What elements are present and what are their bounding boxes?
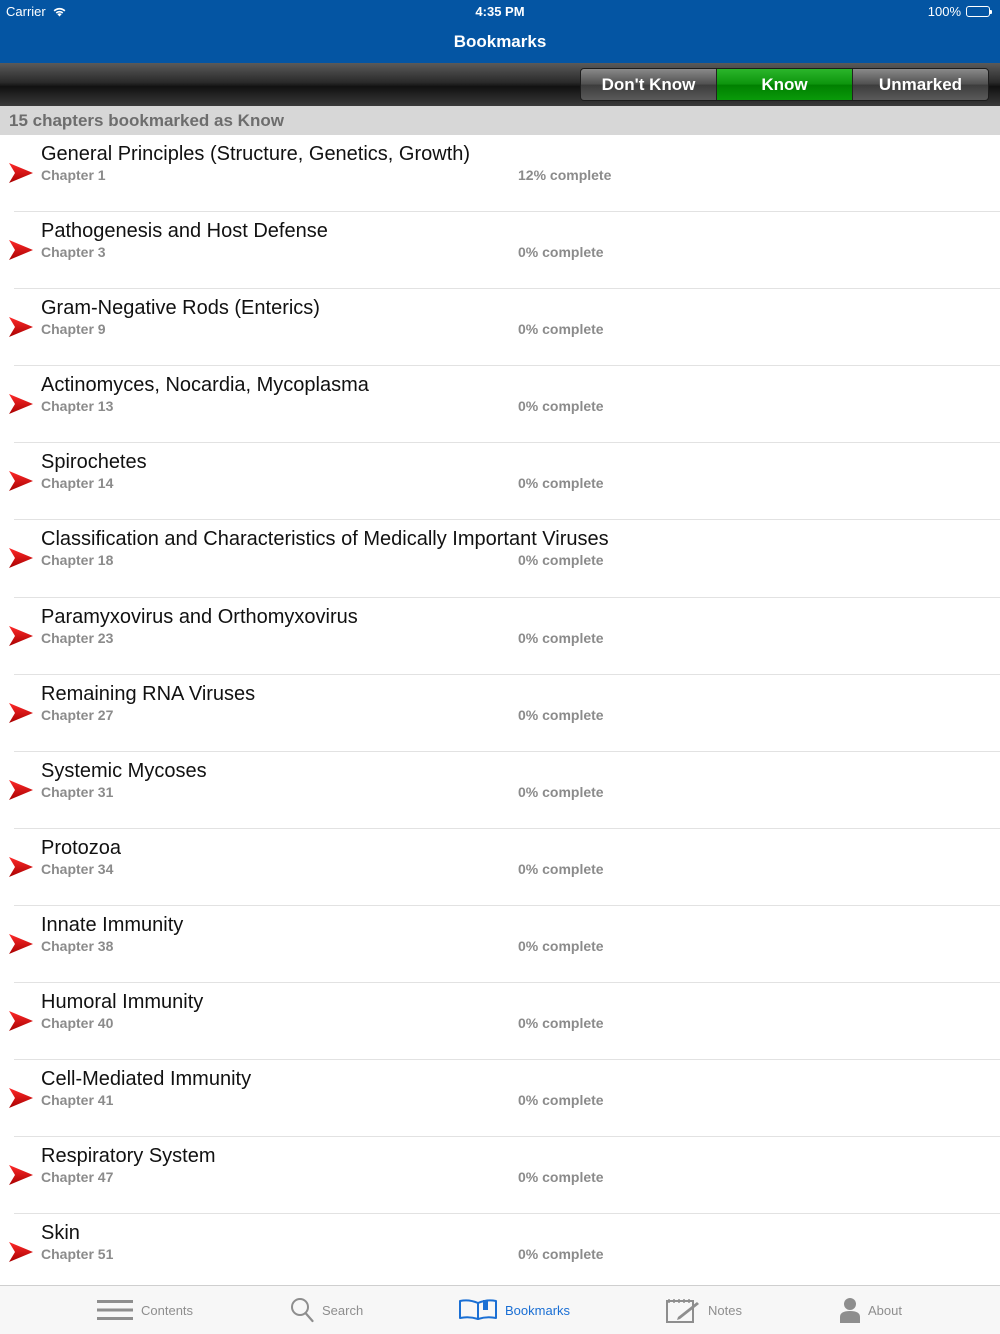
chapter-title: Humoral Immunity [41,991,204,1014]
chapter-title: Paramyxovirus and Orthomyxovirus [41,605,358,628]
chapter-number: Chapter 34 [41,860,114,877]
chapter-row[interactable] [14,1214,1000,1291]
page-title: Bookmarks [453,32,547,51]
chapter-progress: 0% complete [518,244,604,261]
chapter-row[interactable] [14,1137,1000,1214]
chapter-title: Classification and Characteristics of Medically Important Viruses [41,528,609,551]
chapter-row[interactable] [14,752,1000,829]
chapter-row[interactable] [14,983,1000,1060]
chapter-row[interactable] [14,212,1000,289]
battery-percent: 100% [927,4,961,19]
segment-unmarked[interactable]: Unmarked [853,69,988,100]
chapter-row[interactable] [14,829,1000,906]
red-arrow-icon [8,1010,34,1032]
person-icon [840,1297,860,1323]
chapter-progress: 0% complete [518,1246,604,1263]
chapter-number: Chapter 40 [41,1015,114,1032]
chapter-list [0,135,1000,1291]
red-arrow-icon [8,1241,34,1263]
chapter-number: Chapter 3 [41,244,106,261]
red-arrow-icon [8,393,34,415]
battery-indicator [928,4,992,19]
chapter-progress: 0% complete [518,706,604,723]
chapter-row[interactable] [14,366,1000,443]
chapter-number: Chapter 41 [41,1092,114,1109]
carrier-label: Carrier [6,4,46,19]
tab-search[interactable] [290,1297,363,1323]
chapter-title: General Principles (Structure, Genetics, Growth) [41,143,471,165]
chapter-progress: 0% complete [518,783,604,800]
battery-icon [966,6,990,17]
chapter-progress: 0% complete [518,475,604,492]
chapter-progress: 0% complete [518,629,604,646]
chapter-row[interactable] [14,135,1000,212]
chapter-number: Chapter 13 [41,398,114,415]
chapter-row[interactable] [14,598,1000,675]
chapter-title: Remaining RNA Viruses [41,682,256,705]
section-header: 15 chapters bookmarked as Know [0,106,1000,135]
segment-dont-know[interactable]: Don't Know [581,69,717,100]
red-arrow-icon [8,1164,34,1186]
book-icon [459,1299,497,1321]
chapter-row[interactable] [14,289,1000,366]
notepad-icon [666,1297,700,1323]
chapter-title: Cell-Mediated Immunity [41,1068,252,1091]
chapter-title: Gram-Negative Rods (Enterics) [41,297,320,320]
chapter-number: Chapter 1 [41,167,106,183]
red-arrow-icon [8,1087,34,1109]
red-arrow-icon [8,625,34,647]
chapter-progress: 0% complete [518,321,604,338]
chapter-number: Chapter 38 [41,937,114,954]
chapter-progress: 0% complete [518,1092,604,1109]
chapter-title: Actinomyces, Nocardia, Mycoplasma [41,374,369,397]
chapter-title: Pathogenesis and Host Defense [41,220,328,243]
red-arrow-icon [8,316,34,338]
tab-bookmarks-label: Bookmarks [505,1302,571,1318]
tab-bar [0,1285,1000,1334]
chapter-number: Chapter 14 [41,475,114,492]
chapter-title: Systemic Mycoses [41,759,207,782]
tab-contents-label: Contents [141,1302,194,1318]
search-icon [290,1297,314,1323]
chapter-number: Chapter 27 [41,706,114,723]
tab-notes[interactable] [666,1297,742,1323]
bookmark-filter-segmented-control [580,68,989,101]
red-arrow-icon [8,856,34,878]
chapter-progress: 12% complete [518,167,612,183]
red-arrow-icon [8,162,34,184]
red-arrow-icon [8,239,34,261]
chapter-progress: 0% complete [518,937,604,954]
navigation-bar [0,0,1000,63]
chapter-progress: 0% complete [518,552,604,569]
red-arrow-icon [8,933,34,955]
tab-notes-label: Notes [708,1302,742,1318]
tab-contents[interactable] [97,1297,193,1323]
red-arrow-icon [8,779,34,801]
red-arrow-icon [8,547,34,569]
chapter-title: Skin [41,1222,80,1245]
chapter-title: Respiratory System [41,1145,216,1168]
chapter-row[interactable] [14,906,1000,983]
tab-bookmarks[interactable] [459,1297,570,1323]
chapter-row[interactable] [14,443,1000,520]
list-icon [97,1299,133,1321]
status-time: 4:35 PM [475,4,525,19]
chapter-title: Spirochetes [41,451,147,474]
chapter-progress: 0% complete [518,1169,604,1186]
chapter-number: Chapter 18 [41,552,114,569]
tab-search-label: Search [322,1302,364,1318]
chapter-number: Chapter 9 [41,321,106,338]
segment-know[interactable]: Know [717,69,853,100]
chapter-row[interactable] [14,520,1000,597]
chapter-row[interactable] [14,675,1000,752]
chapter-number: Chapter 51 [41,1246,114,1263]
chapter-title: Innate Immunity [41,913,184,936]
chapter-progress: 0% complete [518,398,604,415]
chapter-progress: 0% complete [518,860,604,877]
tab-about-label: About [868,1302,902,1318]
tab-about[interactable] [840,1297,902,1323]
chapter-number: Chapter 47 [41,1169,114,1186]
filter-toolbar [0,63,1000,106]
chapter-title: Protozoa [41,836,122,859]
chapter-number: Chapter 31 [41,783,114,800]
status-bar [0,0,1000,22]
chapter-progress: 0% complete [518,1015,604,1032]
red-arrow-icon [8,702,34,724]
red-arrow-icon [8,470,34,492]
chapter-number: Chapter 23 [41,629,114,646]
chapter-row[interactable] [14,1060,1000,1137]
